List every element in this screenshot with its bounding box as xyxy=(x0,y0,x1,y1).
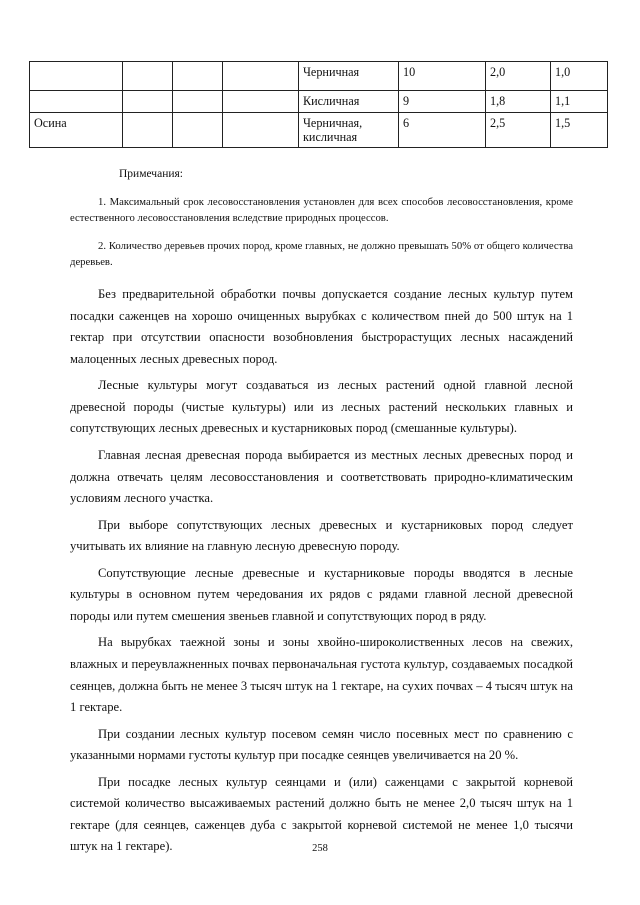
table-cell: 1,5 xyxy=(551,113,608,148)
table-cell: 1,0 xyxy=(551,62,608,91)
table-cell xyxy=(173,91,223,113)
paragraph: Главная лесная древесная порода выбирается из местных лесных древесных пород и должна отвечать целям лесовосстановления и соответствовать природно-климатическим условиям лесного участка. xyxy=(70,447,573,506)
table-cell: Осина xyxy=(30,113,123,148)
table-row xyxy=(30,62,608,91)
table-cell: 9 xyxy=(399,91,486,113)
table-cell xyxy=(30,91,123,113)
body-text xyxy=(70,284,573,863)
table-cell xyxy=(123,113,173,148)
paragraph: При посадке лесных культур сеянцами и (или) саженцами с закрытой корневой системой количество высаживаемых растений должно быть не менее 2,0 тысяч штук на 1 гектаре (для сеянцев, саженцев дуба с закрытой корневой системой не менее 1,0 тысячи штук на 1 гектаре). xyxy=(70,774,573,854)
table-cell: Черничная xyxy=(299,62,399,91)
table-row xyxy=(30,113,608,148)
paragraph: При создании лесных культур посевом семян число посевных мест по сравнению с указанными нормами густоты культур при посадке сеянцев увеличивается на 20 %. xyxy=(70,726,573,763)
table-cell xyxy=(223,113,299,148)
table-cell xyxy=(173,113,223,148)
table-cell xyxy=(123,62,173,91)
paragraph: Сопутствующие лесные древесные и кустарниковые породы вводятся в лесные культуры в основном путем чередования их рядов с рядами главной лесной древесной породы или путем смешения звеньев главной и сопутствующих пород в ряду. xyxy=(70,565,573,623)
table-cell xyxy=(223,62,299,91)
paragraph: На вырубках таежной зоны и зоны хвойно-широколиственных лесов на свежих, влажных и переувлажненных почвах первоначальная густота культур, создаваемых посадкой сеянцев, должна быть не менее 3 тысяч штук на 1 гектаре, на сухих почвах – 4 тысяч штук на 1 гектаре. xyxy=(70,635,573,715)
table-cell xyxy=(30,62,123,91)
table-cell: 1,8 xyxy=(486,91,551,113)
table-cell xyxy=(123,91,173,113)
paragraph: При выборе сопутствующих лесных древесных и кустарниковых пород следует учитывать их влияние на главную лесную древесную породу. xyxy=(70,517,573,554)
table-cell: 6 xyxy=(399,113,486,148)
table-row xyxy=(30,91,608,113)
table-cell: 10 xyxy=(399,62,486,91)
table-cell: 2,5 xyxy=(486,113,551,148)
table-cell: Кисличная xyxy=(299,91,399,113)
table-cell xyxy=(223,91,299,113)
note-item: 1. Максимальный срок лесовосстановления установлен для всех способов лесовосстановления, кроме естественного лесовосстановления вследствие природных процессов. xyxy=(70,196,573,224)
table-cell xyxy=(173,62,223,91)
table-cell: 1,1 xyxy=(551,91,608,113)
notes-title: Примечания: xyxy=(119,168,183,180)
forest-table xyxy=(29,61,608,148)
table-cell: 2,0 xyxy=(486,62,551,91)
paragraph: Без предварительной обработки почвы допускается создание лесных культур путем посадки саженцев на хорошо очищенных вырубках с количеством пней до 500 штук на 1 гектар при отсутствии опасности возобновления быстрорастущих лесных насаждений малоценных лесных древесных пород. xyxy=(70,287,573,366)
table-cell: Черничная, кисличная xyxy=(299,113,399,148)
paragraph: Лесные культуры могут создаваться из лесных растений одной главной лесной древесной породы (чистые культуры) или из лесных растений нескольких главных и сопутствующих лесных древесных и кустарниковых пород (смешанные культуры). xyxy=(70,378,573,436)
note-item: 2. Количество деревьев прочих пород, кроме главных, не должно превышать 50% от общего количества деревьев. xyxy=(70,240,573,268)
page-number: 258 xyxy=(312,843,328,854)
